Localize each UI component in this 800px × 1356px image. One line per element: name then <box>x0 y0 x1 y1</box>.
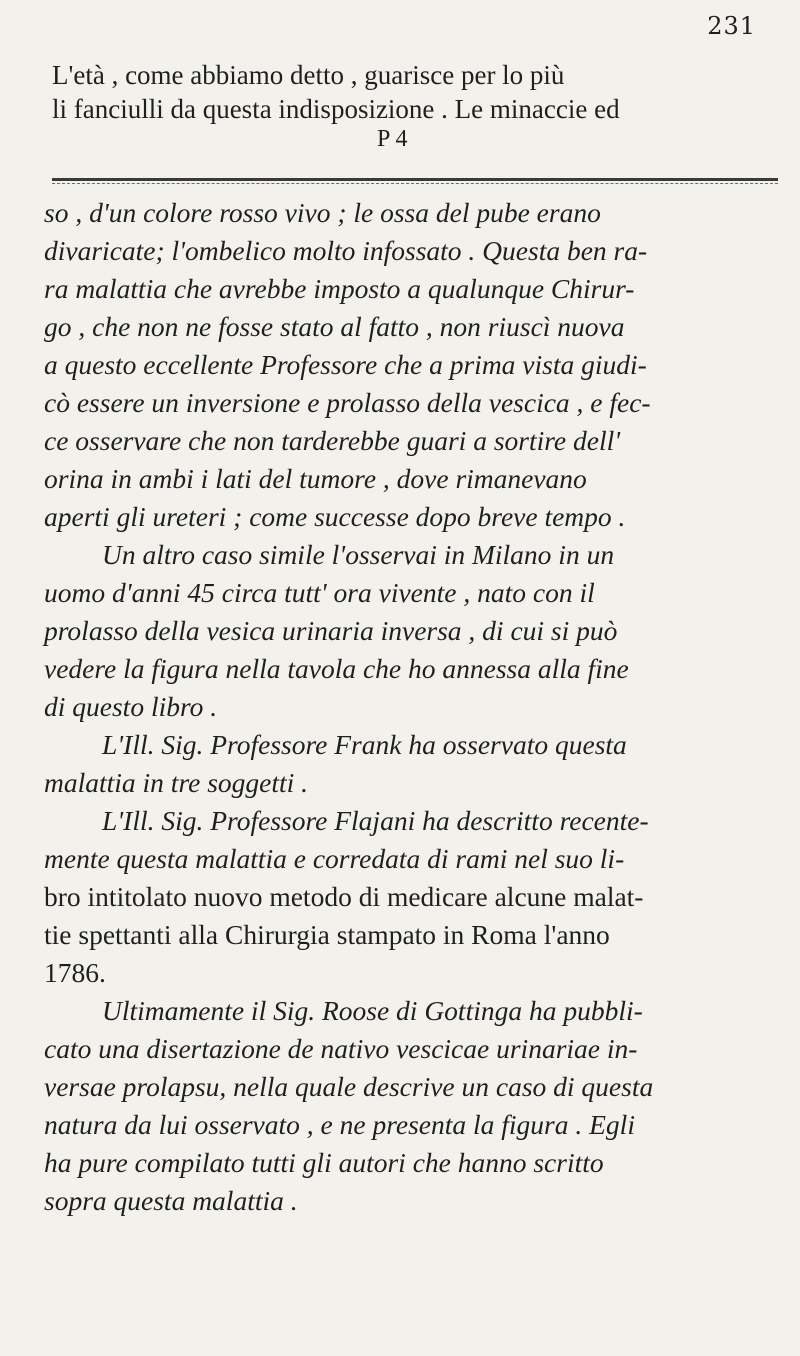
text-line: ha pure compilato tutti gli autori che hanno scritto <box>44 1147 604 1178</box>
paragraph-1 <box>44 194 784 536</box>
text-line: sopra questa malattia . <box>44 1185 298 1216</box>
text-line: prolasso della vesica urinaria inversa , di cui si può <box>44 615 618 646</box>
text-line: cato una disertazione de nativo vescicae urinariae in- <box>44 1033 638 1064</box>
paragraph-3 <box>44 726 784 802</box>
footnote-body <box>44 194 784 1220</box>
text-line: tie spettanti alla Chirurgia stampato in Roma l'anno <box>44 919 610 950</box>
text-line: ce osservare che non tarderebbe guari a sortire dell' <box>44 425 621 456</box>
text-line: divaricate; l'ombelico molto infossato . Questa ben ra- <box>44 235 648 266</box>
text-line: orina in ambi i lati del tumore , dove rimanevano <box>44 463 587 494</box>
text-line: di questo libro . <box>44 691 218 722</box>
footnote-divider <box>52 178 778 181</box>
text-line: Un altro caso simile l'osservai in Milano in un <box>102 539 615 570</box>
text-line: uomo d'anni 45 circa tutt' ora vivente , nato con il <box>44 577 595 608</box>
text-line: ra malattia che avrebbe imposto a qualunque Chirur- <box>44 273 635 304</box>
text-line: vedere la figura nella tavola che ho annessa alla fine <box>44 653 629 684</box>
signature-mark: P 4 <box>377 126 408 152</box>
paragraph-4 <box>44 802 784 992</box>
paragraph-2 <box>44 536 784 726</box>
paragraph-5 <box>44 992 784 1220</box>
text-line: li fanciulli da questa indisposizione . Le minaccie ed <box>52 94 620 124</box>
text-line: go , che non ne fosse stato al fatto , non riuscì nuova <box>44 311 625 342</box>
text-line: L'Ill. Sig. Professore Flajani ha descritto recente- <box>102 805 649 836</box>
top-paragraph <box>52 58 772 126</box>
text-line: L'età , come abbiamo detto , guarisce per lo più <box>52 60 565 90</box>
text-line: malattia in tre soggetti . <box>44 767 309 798</box>
text-line: mente questa malattia e corredata di rami nel suo li- <box>44 843 625 874</box>
text-line: cò essere un inversione e prolasso della vescica , e fec- <box>44 387 651 418</box>
text-line: bro intitolato nuovo metodo di medicare alcune malat- <box>44 881 644 912</box>
text-line: natura da lui osservato , e ne presenta la figura . Egli <box>44 1109 635 1140</box>
text-line: L'Ill. Sig. Professore Frank ha osservato questa <box>102 729 627 760</box>
page-number: 231 <box>707 12 756 40</box>
text-line: versae prolapsu, nella quale descrive un caso di questa <box>44 1071 654 1102</box>
text-line: a questo eccellente Professore che a prima vista giudi- <box>44 349 647 380</box>
text-line: Ultimamente il Sig. Roose di Gottinga ha pubbli- <box>102 995 643 1026</box>
text-line: aperti gli ureteri ; come successe dopo breve tempo . <box>44 501 626 532</box>
text-line: 1786. <box>44 957 106 988</box>
text-line: so , d'un colore rosso vivo ; le ossa del pube erano <box>44 197 601 228</box>
